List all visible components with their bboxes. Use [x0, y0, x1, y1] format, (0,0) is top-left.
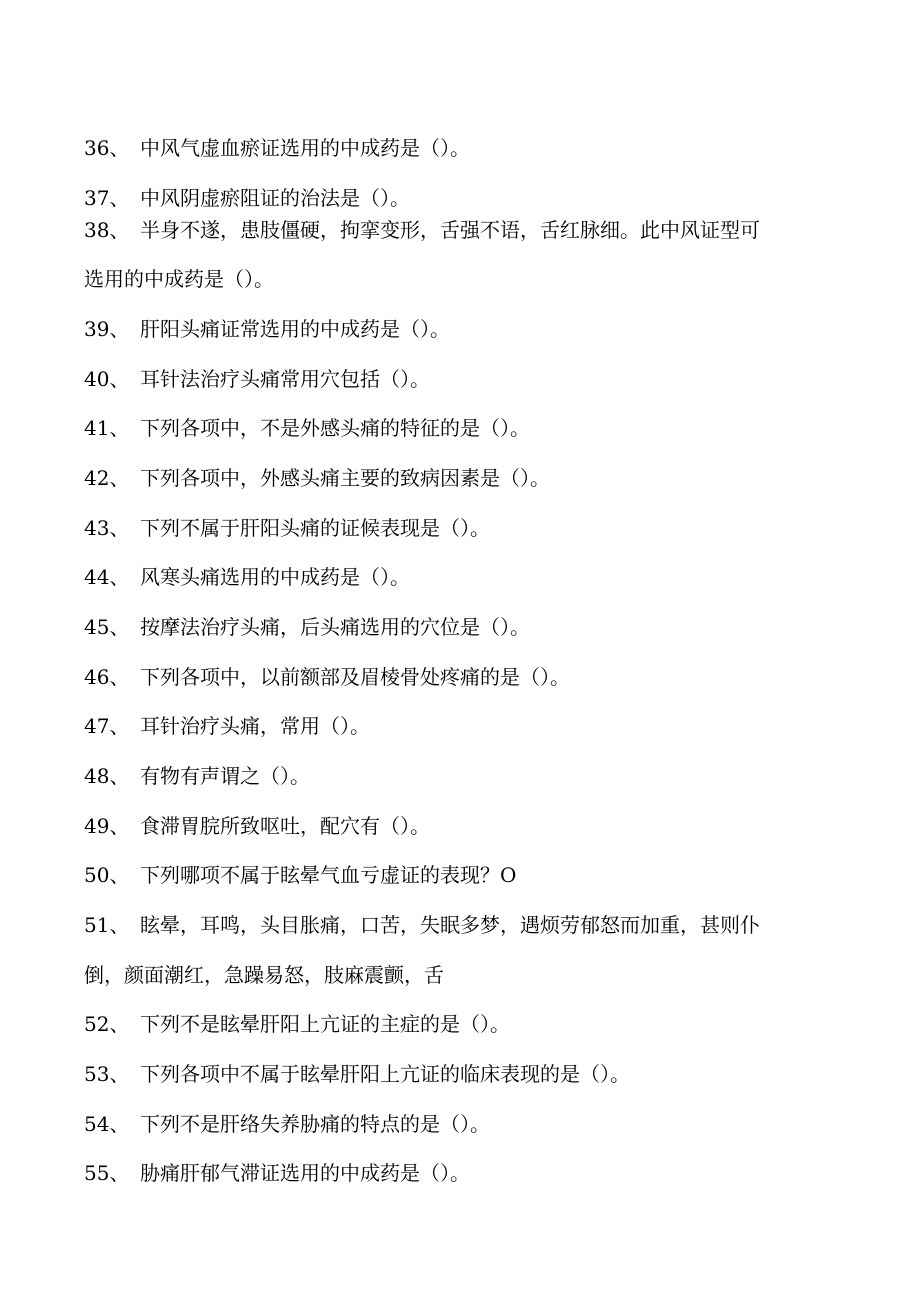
question-number: 51、 — [84, 913, 130, 937]
question-text: 下列各项中，外感头痛主要的致病因素是（）。 — [140, 466, 550, 490]
question-text: 耳针治疗头痛，常用（）。 — [140, 714, 370, 738]
question-number: 46、 — [84, 665, 130, 689]
question-number: 52、 — [84, 1012, 130, 1036]
question-text: 有物有声谓之（）。 — [140, 764, 310, 788]
question-number: 43、 — [84, 516, 130, 540]
question-number: 41、 — [84, 416, 130, 440]
question-number: 40、 — [84, 367, 130, 391]
question-39 — [84, 317, 824, 341]
question-number: 37、 — [84, 186, 130, 210]
question-38-continuation: 选用的中成药是（）。 — [84, 267, 274, 291]
question-text: 下列各项中，不是外感头痛的特征的是（）。 — [140, 416, 530, 440]
question-text: 下列不是眩晕肝阳上亢证的主症的是（）。 — [140, 1012, 510, 1036]
question-37 — [84, 186, 824, 210]
question-53 — [84, 1062, 824, 1086]
question-48 — [84, 764, 824, 788]
question-text: 半身不遂，患肢僵硬，拘挛变形，舌强不语，舌红脉细。此中风证型可 — [140, 218, 760, 242]
question-text: 下列不是肝络失养胁痛的特点的是（）。 — [140, 1112, 490, 1136]
question-text: 下列各项中，以前额部及眉棱骨处疼痛的是（）。 — [140, 665, 570, 689]
question-text: 风寒头痛选用的中成药是（）。 — [140, 565, 410, 589]
question-number: 47、 — [84, 714, 130, 738]
question-text: 胁痛肝郁气滞证选用的中成药是（）。 — [140, 1161, 470, 1185]
question-text: 中风阴虚瘀阻证的治法是（）。 — [140, 186, 410, 210]
question-number: 44、 — [84, 565, 130, 589]
question-52 — [84, 1012, 824, 1036]
question-number: 48、 — [84, 764, 130, 788]
question-54 — [84, 1112, 824, 1136]
question-number: 45、 — [84, 615, 130, 639]
question-51-continuation: 倒，颜面潮红，急躁易怒，肢麻震颤，舌 — [84, 963, 444, 987]
question-41 — [84, 416, 824, 440]
question-number: 50、 — [84, 863, 130, 887]
question-38 — [84, 218, 824, 242]
question-49 — [84, 814, 824, 838]
question-44 — [84, 565, 824, 589]
question-number: 38、 — [84, 218, 130, 242]
question-42 — [84, 466, 824, 490]
question-text: 按摩法治疗头痛，后头痛选用的穴位是（）。 — [140, 615, 530, 639]
question-number: 55、 — [84, 1161, 130, 1185]
question-55 — [84, 1161, 824, 1185]
question-number: 54、 — [84, 1112, 130, 1136]
question-50 — [84, 863, 824, 887]
question-43 — [84, 516, 824, 540]
question-51 — [84, 913, 824, 937]
question-text: 耳针法治疗头痛常用穴包括（）。 — [140, 367, 430, 391]
question-text: 食滞胃脘所致呕吐，配穴有（）。 — [140, 814, 430, 838]
question-number: 42、 — [84, 466, 130, 490]
question-47 — [84, 714, 824, 738]
question-number: 49、 — [84, 814, 130, 838]
question-text: 中风气虚血瘀证选用的中成药是（）。 — [140, 136, 470, 160]
question-text: 下列各项中不属于眩晕肝阳上亢证的临床表现的是（）。 — [140, 1062, 630, 1086]
question-36 — [84, 136, 824, 160]
question-45 — [84, 615, 824, 639]
question-number: 39、 — [84, 317, 130, 341]
question-number: 53、 — [84, 1062, 130, 1086]
question-number: 36、 — [84, 136, 130, 160]
question-46 — [84, 665, 824, 689]
question-text: 下列哪项不属于眩晕气血亏虚证的表现？O — [140, 863, 517, 887]
question-text: 下列不属于肝阳头痛的证候表现是（）。 — [140, 516, 490, 540]
question-40 — [84, 367, 824, 391]
question-text: 肝阳头痛证常选用的中成药是（）。 — [140, 317, 450, 341]
question-text: 眩晕，耳鸣，头目胀痛，口苦，失眠多梦，遇烦劳郁怒而加重，甚则仆 — [140, 913, 760, 937]
